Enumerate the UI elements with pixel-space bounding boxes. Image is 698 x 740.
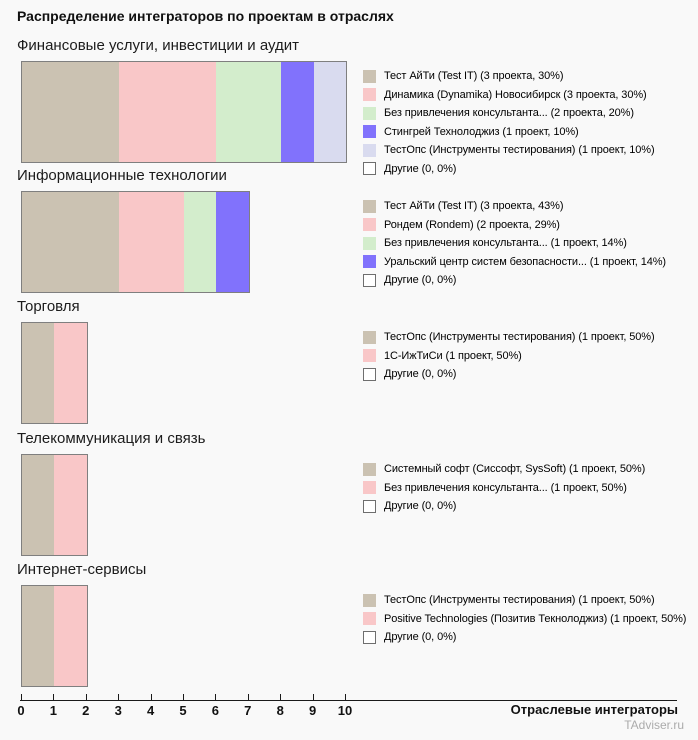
legend-swatch [363,88,376,101]
legend-label: Без привлечения консультанта... (1 проект, 14%) [384,237,627,250]
industry-heading: Телекоммуникация и связь [17,430,206,447]
bar-segment [22,455,54,555]
legend-item [363,591,686,610]
industry-heading: Финансовые услуги, инвестиции и аудит [17,37,300,54]
legend-item [363,123,655,142]
axis-tick-label: 3 [114,703,122,718]
axis-tick [86,694,87,701]
chart-title: Распределение интеграторов по проектам в отраслях [17,8,394,24]
axis-tick [313,694,314,701]
legend [363,591,686,647]
legend-item [363,216,666,235]
legend-label: Другие (0, 0%) [384,631,457,644]
legend-label: Другие (0, 0%) [384,368,457,381]
axis-tick [53,694,54,701]
axis-tick-label: 0 [17,703,25,718]
legend-swatch [363,481,376,494]
axis-tick-label: 6 [211,703,220,718]
legend-label: Уральский центр систем безопасности... (1 проект, 14%) [384,255,666,268]
legend-swatch [363,125,376,138]
legend-item [363,234,666,253]
axis-tick [183,694,184,701]
axis-tick [280,694,281,701]
legend-item [363,253,666,272]
legend-label: Другие (0, 0%) [384,500,457,513]
legend-swatch [363,237,376,250]
legend-item [363,141,655,160]
legend-swatch [363,463,376,476]
bar-segment [314,62,346,162]
legend-swatch [363,144,376,157]
axis-tick-label: 2 [82,703,90,718]
legend-label: Динамика (Dynamika) Новосибирск (3 проекта, 30%) [384,88,647,101]
axis-tick-label: 5 [179,703,187,718]
legend-swatch [363,255,376,268]
legend-item [363,67,655,86]
legend-label: Без привлечения консультанта... (2 проекта, 20%) [384,107,634,120]
bar-segment [54,323,86,423]
stacked-bar [21,61,347,163]
legend-label: ТестОпс (Инструменты тестирования) (1 проект, 50%) [384,331,655,344]
legend-label: Тест АйТи (Test IT) (3 проекта, 30%) [384,70,564,83]
legend [363,460,645,516]
legend-label: Другие (0, 0%) [384,274,457,287]
legend-label: ТестОпс (Инструменты тестирования) (1 проект, 10%) [384,144,655,157]
bar-segment [22,62,119,162]
legend-label: Другие (0, 0%) [384,162,457,175]
bar-segment [22,586,54,686]
industry-heading: Интернет-сервисы [17,561,147,578]
legend-swatch [363,107,376,120]
legend [363,328,655,384]
bar-segment [184,192,216,292]
axis-tick [151,694,152,701]
legend-swatch [363,200,376,213]
axis-tick [215,694,216,701]
legend-swatch [363,500,376,513]
bar-segment [22,323,54,423]
legend-item [363,271,666,290]
legend-item [363,479,645,498]
stacked-bar [21,585,88,687]
legend-label: Рондем (Rondem) (2 проекта, 29%) [384,218,560,231]
legend-swatch [363,612,376,625]
legend-label: Стингрей Технолоджиз (1 проект, 10%) [384,125,579,138]
legend-item [363,497,645,516]
legend-swatch [363,218,376,231]
legend-label: Системный софт (Сиссофт, SysSoft) (1 проект, 50%) [384,463,646,476]
bar-segment [216,192,248,292]
legend-swatch [363,368,376,381]
axis-tick [345,694,346,701]
legend-label: Тест АйТи (Test IT) (3 проекта, 43%) [384,200,564,213]
legend-label: Без привлечения консультанта... (1 проект, 50%) [384,481,627,494]
bar-segment [54,586,86,686]
axis-tick [248,694,249,701]
legend-item [363,610,686,629]
industry-heading: Информационные технологии [17,167,227,184]
legend-label: 1С-ИжТиСи (1 проект, 50%) [384,349,522,362]
legend-swatch [363,331,376,344]
axis-tick [21,694,22,701]
axis-tick-label: 9 [308,703,317,718]
legend-swatch [363,631,376,644]
industry-heading: Торговля [17,298,80,315]
legend-item [363,197,666,216]
axis-tick-label: 4 [146,703,155,718]
bar-segment [119,192,184,292]
legend-swatch [363,349,376,362]
stacked-bar [21,322,88,424]
legend-item [363,347,655,366]
x-axis-label: Отраслевые интеграторы [510,702,678,717]
stacked-bar [21,191,250,293]
legend-item [363,628,686,647]
legend-swatch [363,274,376,287]
legend-swatch [363,70,376,83]
axis-tick-label: 8 [276,703,284,718]
axis-tick-label: 10 [337,703,353,718]
stacked-bar [21,454,88,556]
legend-label: Positive Technologies (Позитив Текнолоджиз) (1 проект, 50%) [384,612,687,625]
legend-item [363,160,655,179]
legend-label: ТестОпс (Инструменты тестирования) (1 проект, 50%) [384,594,655,607]
bar-segment [281,62,313,162]
bar-segment [54,455,86,555]
bar-segment [22,192,119,292]
legend-item [363,104,655,123]
bar-segment [216,62,281,162]
axis-tick-label: 1 [49,703,58,718]
axis-tick-label: 7 [244,703,252,718]
legend-item [363,460,645,479]
legend [363,197,666,290]
watermark: TAdviser.ru [624,718,684,732]
legend-swatch [363,162,376,175]
legend-item [363,328,655,347]
bar-segment [119,62,216,162]
axis-tick [118,694,119,701]
legend-item [363,86,655,105]
legend-swatch [363,594,376,607]
legend [363,67,655,178]
legend-item [363,365,655,384]
